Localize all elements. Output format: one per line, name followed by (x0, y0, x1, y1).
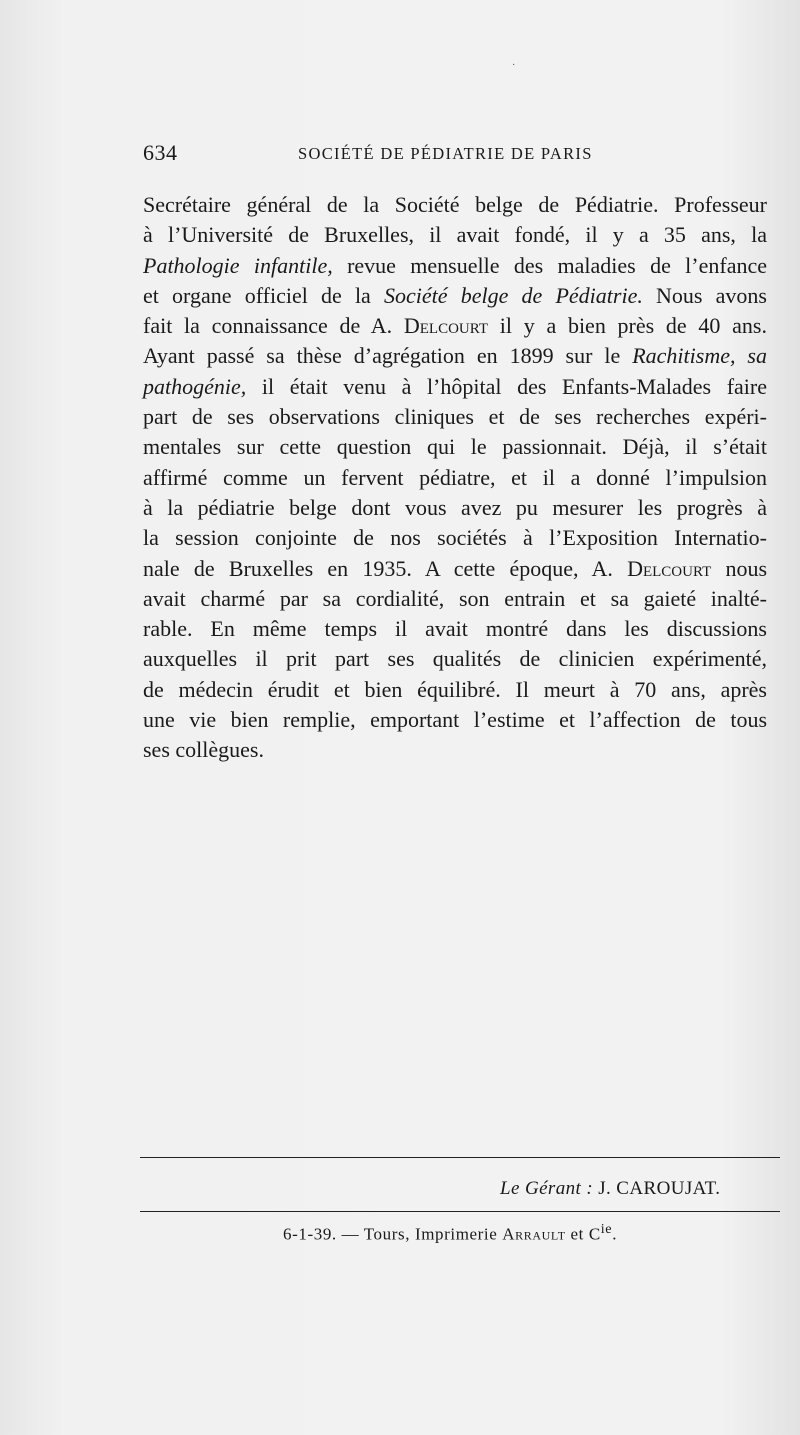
text-line (143, 251, 767, 281)
person-name: Delcourt (403, 313, 489, 339)
text-line (143, 311, 767, 341)
text-line: de médecin érudit et bien équilibré. Il meurt à 70 ans, après (143, 676, 767, 702)
text-segment: Ayant passé sa thèse d’agrégation en 1899 sur le (143, 343, 633, 369)
text-line: avait charmé par sa cordialité, son entrain et sa gaieté inalté- (143, 585, 767, 611)
text-line: Secrétaire général de la Société belge de Pédiatrie. Professeur (143, 192, 767, 217)
text-line (143, 372, 767, 402)
gerant-name: J. CAROUJAT. (593, 1178, 721, 1199)
imprint-text: et C (565, 1224, 601, 1244)
text-line: mentales sur cette question qui le passionnait. Déjà, il s’était (143, 434, 767, 460)
text-line: à la pédiatrie belge dont vous avez pu mesurer les progrès à (143, 494, 767, 520)
footer-rule-top (140, 1157, 780, 1158)
text-line: auxquelles il prit part ses qualités de clinicien expérimenté, (143, 646, 767, 672)
imprint-text: 6-1-39. — Tours, Imprimerie (283, 1224, 503, 1244)
journal-title: Pathologie infantile, (143, 252, 333, 278)
text-line: à l’Université de Bruxelles, il avait fondé, il y a 35 ans, la (143, 222, 767, 248)
printer-imprint (283, 1221, 617, 1245)
text-segment: nous (711, 555, 768, 581)
page-number: 634 (143, 140, 178, 165)
thesis-title: Rachitisme, sa (632, 343, 767, 369)
thesis-title-cont: pathogénie, (143, 373, 247, 399)
text-segment: il était venu à l’hôpital des Enfants-Malades faire (246, 373, 767, 399)
text-line (143, 554, 767, 584)
person-name: Delcourt (627, 555, 712, 581)
text-line: affirmé comme un fervent pédiatre, et il a donné l’impulsion (143, 464, 767, 490)
text-segment: il y a bien près de 40 ans. (488, 313, 767, 339)
text-line: ses collègues. (143, 737, 264, 763)
text-segment: fait la connaissance de A. (143, 313, 404, 339)
publisher-manager (500, 1178, 720, 1200)
text-line: part de ses observations cliniques et de ses recherches expéri- (143, 404, 767, 430)
text-segment: revue mensuelle des maladies de l’enfance (332, 252, 768, 278)
printer-name: Arrault (502, 1224, 566, 1244)
text-line (143, 281, 767, 311)
society-name: Société belge de Pédiatrie. (384, 282, 643, 308)
text-segment: Nous avons (642, 282, 767, 308)
imprint-superscript: ie (600, 1221, 613, 1237)
text-line: la session conjointe de nos sociétés à l’Exposition Internatio- (143, 525, 767, 551)
running-head: SOCIÉTÉ DE PÉDIATRIE DE PARIS (298, 144, 593, 163)
imprint-text: . (612, 1224, 618, 1244)
footer-rule-bottom (140, 1211, 780, 1212)
scan-speck: · (512, 60, 516, 71)
page-header (143, 140, 643, 172)
text-segment: et organe officiel de la (143, 282, 385, 308)
text-line: une vie bien remplie, emportant l’estime et l’affection de tous (143, 707, 767, 733)
text-line (143, 341, 767, 371)
text-line: rable. En même temps il avait montré dans les discussions (143, 616, 767, 642)
obituary-paragraph (143, 190, 767, 766)
gerant-label: Le Gérant : (500, 1178, 594, 1199)
text-segment: nale de Bruxelles en 1935. A cette époque, A. (143, 555, 628, 581)
